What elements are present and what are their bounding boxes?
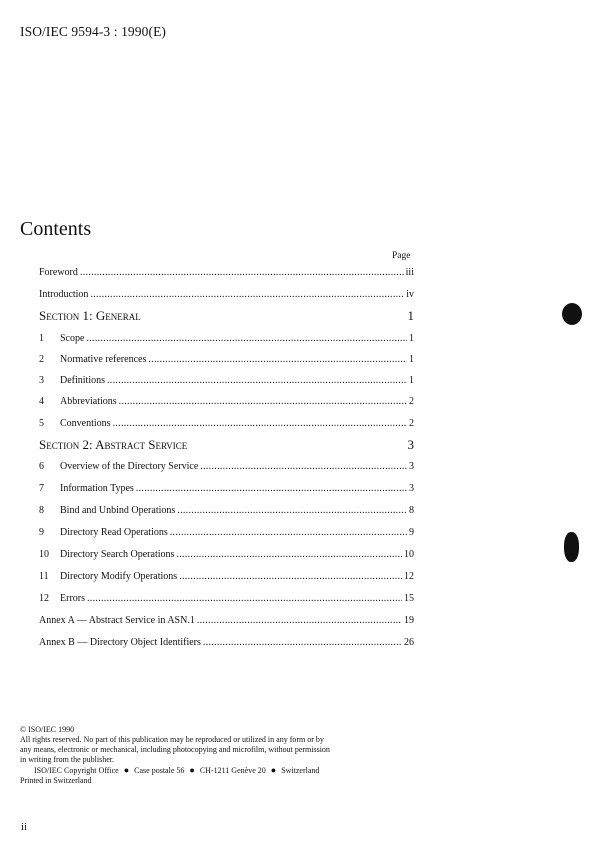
toc-entry-label: Annex B — Directory Object Identifiers (39, 637, 201, 648)
clause-number: 5 (39, 418, 44, 429)
toc-entry-page: 9 (409, 527, 414, 538)
toc-entry-introduction[interactable] (39, 289, 414, 301)
toc-entry[interactable] (39, 549, 414, 561)
toc-entry-page: 12 (404, 571, 414, 582)
toc-entry-page: 3 (409, 461, 414, 472)
clause-number: 6 (39, 461, 44, 472)
toc-entry-label: Directory Search Operations (60, 549, 175, 560)
toc-entry-annex-a[interactable] (39, 615, 414, 627)
clause-number: 12 (39, 593, 49, 604)
leader-dots (177, 505, 407, 517)
leader-dots (203, 637, 402, 649)
clause-number: 3 (39, 375, 44, 386)
clause-number: 4 (39, 396, 44, 407)
section-heading: Section 2: Abstract Service (39, 437, 188, 452)
toc-section-1[interactable] (39, 308, 414, 323)
copyright-line: © ISO/IEC 1990 (20, 725, 75, 734)
toc-entry-page: 10 (404, 549, 414, 560)
toc-entry-label: Errors (60, 593, 85, 604)
punch-hole-mark (562, 303, 582, 325)
toc-entry-page: 8 (409, 505, 414, 516)
toc-entry-page: 3 (409, 483, 414, 494)
toc-entry[interactable] (39, 333, 414, 345)
office-case: Case postale 56 (134, 766, 185, 775)
leader-dots (90, 289, 404, 301)
toc-entry-label: Definitions (60, 375, 105, 386)
toc-entry-label: Overview of the Directory Service (60, 461, 199, 472)
clause-number: 2 (39, 354, 44, 365)
toc-entry[interactable] (39, 571, 414, 583)
toc-entry-label: Normative references (60, 354, 147, 365)
contents-title: Contents (20, 218, 92, 240)
leader-dots (197, 615, 402, 627)
office-country: Switzerland (281, 766, 320, 775)
toc-section-2[interactable] (39, 437, 414, 452)
toc-entry-label: Directory Read Operations (60, 527, 168, 538)
toc-entry-page: 19 (404, 615, 414, 626)
copyright-notice (20, 725, 380, 786)
toc-entry-label: Bind and Unbind Operations (60, 505, 176, 516)
punch-hole-mark (564, 532, 579, 562)
leader-dots (119, 396, 407, 408)
toc-entry[interactable] (39, 461, 414, 473)
leader-dots (80, 267, 404, 279)
toc-entry-label: Scope (60, 333, 85, 344)
leader-dots (86, 333, 407, 345)
clause-number: 9 (39, 527, 44, 538)
section-page: 1 (407, 308, 414, 323)
section-page: 3 (407, 437, 414, 452)
toc-entry[interactable] (39, 354, 414, 366)
toc-entry-annex-b[interactable] (39, 637, 414, 649)
clause-number: 10 (39, 549, 49, 560)
page-number: ii (21, 821, 28, 833)
document-header: ISO/IEC 9594-3 : 1990(E) (20, 24, 167, 39)
toc-entry-page: 1 (409, 333, 414, 344)
toc-entry-label: Information Types (60, 483, 134, 494)
bullet-icon: ● (270, 765, 277, 775)
leader-dots (87, 593, 402, 605)
leader-dots (179, 571, 402, 583)
office-address (20, 765, 380, 776)
toc-entry-page: iv (406, 289, 414, 300)
section-heading: Section 1: General (39, 308, 141, 323)
office-name: ISO/IEC Copyright Office (34, 766, 119, 775)
toc-entry-label: Introduction (39, 289, 89, 300)
toc-entry-label: Directory Modify Operations (60, 571, 178, 582)
toc-entry-page: 2 (409, 418, 414, 429)
clause-number: 11 (39, 571, 49, 582)
toc-entry[interactable] (39, 418, 414, 430)
toc-entry[interactable] (39, 483, 414, 495)
clause-number: 1 (39, 333, 44, 344)
toc-entry[interactable] (39, 505, 414, 517)
leader-dots (148, 354, 407, 366)
rights-text: in writing from the publisher. (20, 755, 114, 764)
printed-in: Printed in Switzerland (20, 776, 92, 785)
toc-entry[interactable] (39, 593, 414, 605)
rights-text: All rights reserved. No part of this publication may be reproduced or utilized in any form or by (20, 735, 324, 744)
bullet-icon: ● (189, 765, 195, 775)
clause-number: 7 (39, 483, 44, 494)
toc-entry[interactable] (39, 375, 414, 387)
toc-entry-foreword[interactable] (39, 267, 414, 279)
toc-entry[interactable] (39, 396, 414, 408)
rights-text: any means, electronic or mechanical, including photocopying and microfilm, without permission (20, 745, 330, 754)
leader-dots (136, 483, 407, 495)
bullet-icon: ● (123, 765, 130, 775)
toc-entry-page: 2 (409, 396, 414, 407)
toc-entry-page: iii (405, 267, 414, 278)
toc-entry-label: Conventions (60, 418, 111, 429)
page-column-label: Page (392, 251, 411, 261)
leader-dots (176, 549, 402, 561)
leader-dots (113, 418, 407, 430)
toc-entry-label: Annex A — Abstract Service in ASN.1 (39, 615, 195, 626)
toc-entry[interactable] (39, 527, 414, 539)
leader-dots (200, 461, 407, 473)
clause-number: 8 (39, 505, 44, 516)
toc-entry-page: 15 (404, 593, 414, 604)
leader-dots (107, 375, 407, 387)
toc-entry-label: Foreword (39, 267, 78, 278)
office-city: CH-1211 Genève 20 (199, 766, 266, 775)
toc-entry-page: 26 (404, 637, 414, 648)
toc-entry-label: Abbreviations (60, 396, 117, 407)
leader-dots (170, 527, 407, 539)
toc-entry-page: 1 (409, 375, 414, 386)
toc-entry-page: 1 (409, 354, 414, 365)
